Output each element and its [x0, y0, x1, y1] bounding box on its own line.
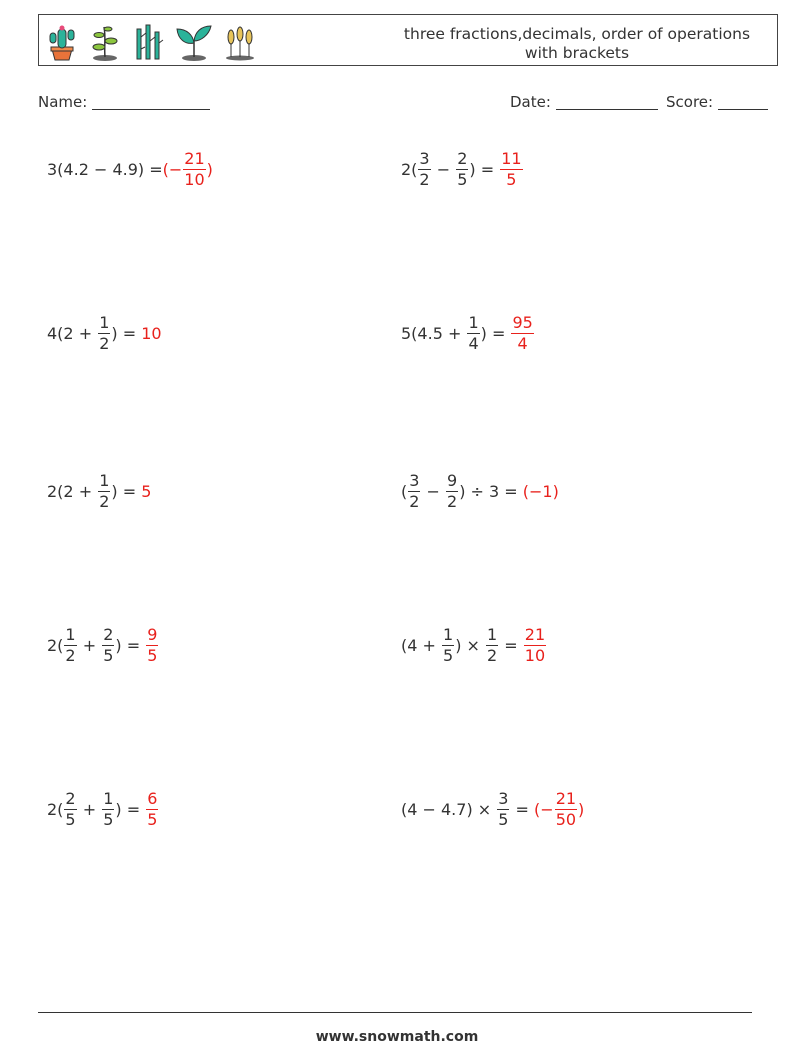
answer-fraction: $\frac{21}{10}$	[184, 149, 205, 189]
footer-site[interactable]: www.snowmath.com	[315, 1029, 479, 1045]
answer	[145, 790, 159, 829]
fraction: $\frac{9}{2}$	[447, 471, 458, 511]
fraction: $\frac{1}{5}$	[443, 625, 454, 665]
answer-fraction: $\frac{21}{50}$	[555, 789, 577, 829]
date-line[interactable]	[556, 94, 658, 110]
answer-fraction: $\frac{6}{5}$	[147, 789, 158, 829]
answer	[510, 314, 534, 353]
answer	[523, 626, 547, 665]
score-line[interactable]	[718, 94, 768, 110]
problem-3: 4(2 + $\frac{1}{2}$ ) = 10	[47, 313, 162, 353]
fraction: $\frac{1}{2}$	[99, 471, 110, 511]
score-field[interactable]	[666, 93, 768, 111]
name-field[interactable]	[38, 93, 210, 111]
name-label: Name:	[38, 93, 88, 111]
problem-5: 2(2 + $\frac{1}{2}$ ) = 5	[47, 471, 152, 511]
fraction: $\frac{2}{5}$	[457, 149, 468, 189]
problem-6: ( $\frac{3}{2}$ − $\frac{9}{2}$ ) ÷ 3 = (−1)	[401, 471, 559, 511]
answer-fraction: $\frac{21}{10}$	[524, 625, 546, 665]
answer: 5	[141, 481, 152, 501]
answer: 10	[141, 323, 162, 343]
problem-2: 2( $\frac{3}{2}$ − $\frac{2}{5}$ ) = $\frac{11}{5}$	[401, 149, 522, 189]
fraction: $\frac{3}{5}$	[498, 789, 509, 829]
score-label: Score:	[666, 93, 714, 111]
fraction: $\frac{3}{2}$	[419, 149, 430, 189]
title-line-1: three fractions,decimals, order of operations	[403, 25, 751, 43]
fraction: $\frac{2}{5}$	[103, 625, 114, 665]
answer: (− $\frac{21}{10}$ )	[162, 149, 213, 189]
date-field[interactable]	[510, 93, 658, 111]
cactus-icon	[45, 23, 79, 61]
header-box	[38, 14, 778, 66]
title-line-2: with brackets	[524, 44, 630, 62]
bamboo-icon	[131, 23, 165, 61]
answer-fraction: $\frac{9}{5}$	[147, 625, 158, 665]
expression: 3(4.2 − 4.9) =	[47, 159, 163, 179]
problem-7: 2( $\frac{1}{2}$ + $\frac{2}{5}$ ) = $\frac{9}{5}$	[47, 625, 158, 665]
problem-9: 2( $\frac{2}{5}$ + $\frac{1}{5}$ ) = $\frac{6}{5}$	[47, 789, 158, 829]
answer-fraction: $\frac{95}{4}$	[512, 313, 533, 353]
seedling-icon	[175, 23, 213, 61]
answer: (− $\frac{21}{50}$ )	[534, 789, 585, 829]
answer-fraction: $\frac{11}{5}$	[501, 149, 522, 189]
answer	[499, 150, 523, 189]
fraction: $\frac{1}{2}$	[487, 625, 498, 665]
worksheet-title	[387, 25, 767, 63]
answer: (−1)	[522, 481, 559, 501]
problem-4: 5(4.5 + $\frac{1}{4}$ ) = $\frac{95}{4}$	[401, 313, 533, 353]
fraction: $\frac{1}{4}$	[468, 313, 479, 353]
fraction: $\frac{2}{5}$	[65, 789, 76, 829]
footer-divider	[38, 1012, 752, 1013]
fraction: $\frac{1}{5}$	[103, 789, 114, 829]
fraction: $\frac{3}{2}$	[409, 471, 420, 511]
sprout-icon	[89, 23, 121, 61]
name-line[interactable]	[92, 94, 210, 110]
plant-icons	[45, 21, 257, 61]
date-label: Date:	[510, 93, 551, 111]
problem-8: (4 + $\frac{1}{5}$ ) × $\frac{1}{2}$ = $\frac{21}{10}$	[401, 625, 546, 665]
answer	[145, 626, 159, 665]
problem-1	[47, 150, 213, 189]
fraction: $\frac{1}{2}$	[99, 313, 110, 353]
wheat-icon	[223, 23, 257, 61]
problem-10: (4 − 4.7) × $\frac{3}{5}$ = (− $\frac{21}{50}$ )	[401, 789, 585, 829]
fraction: $\frac{1}{2}$	[65, 625, 76, 665]
